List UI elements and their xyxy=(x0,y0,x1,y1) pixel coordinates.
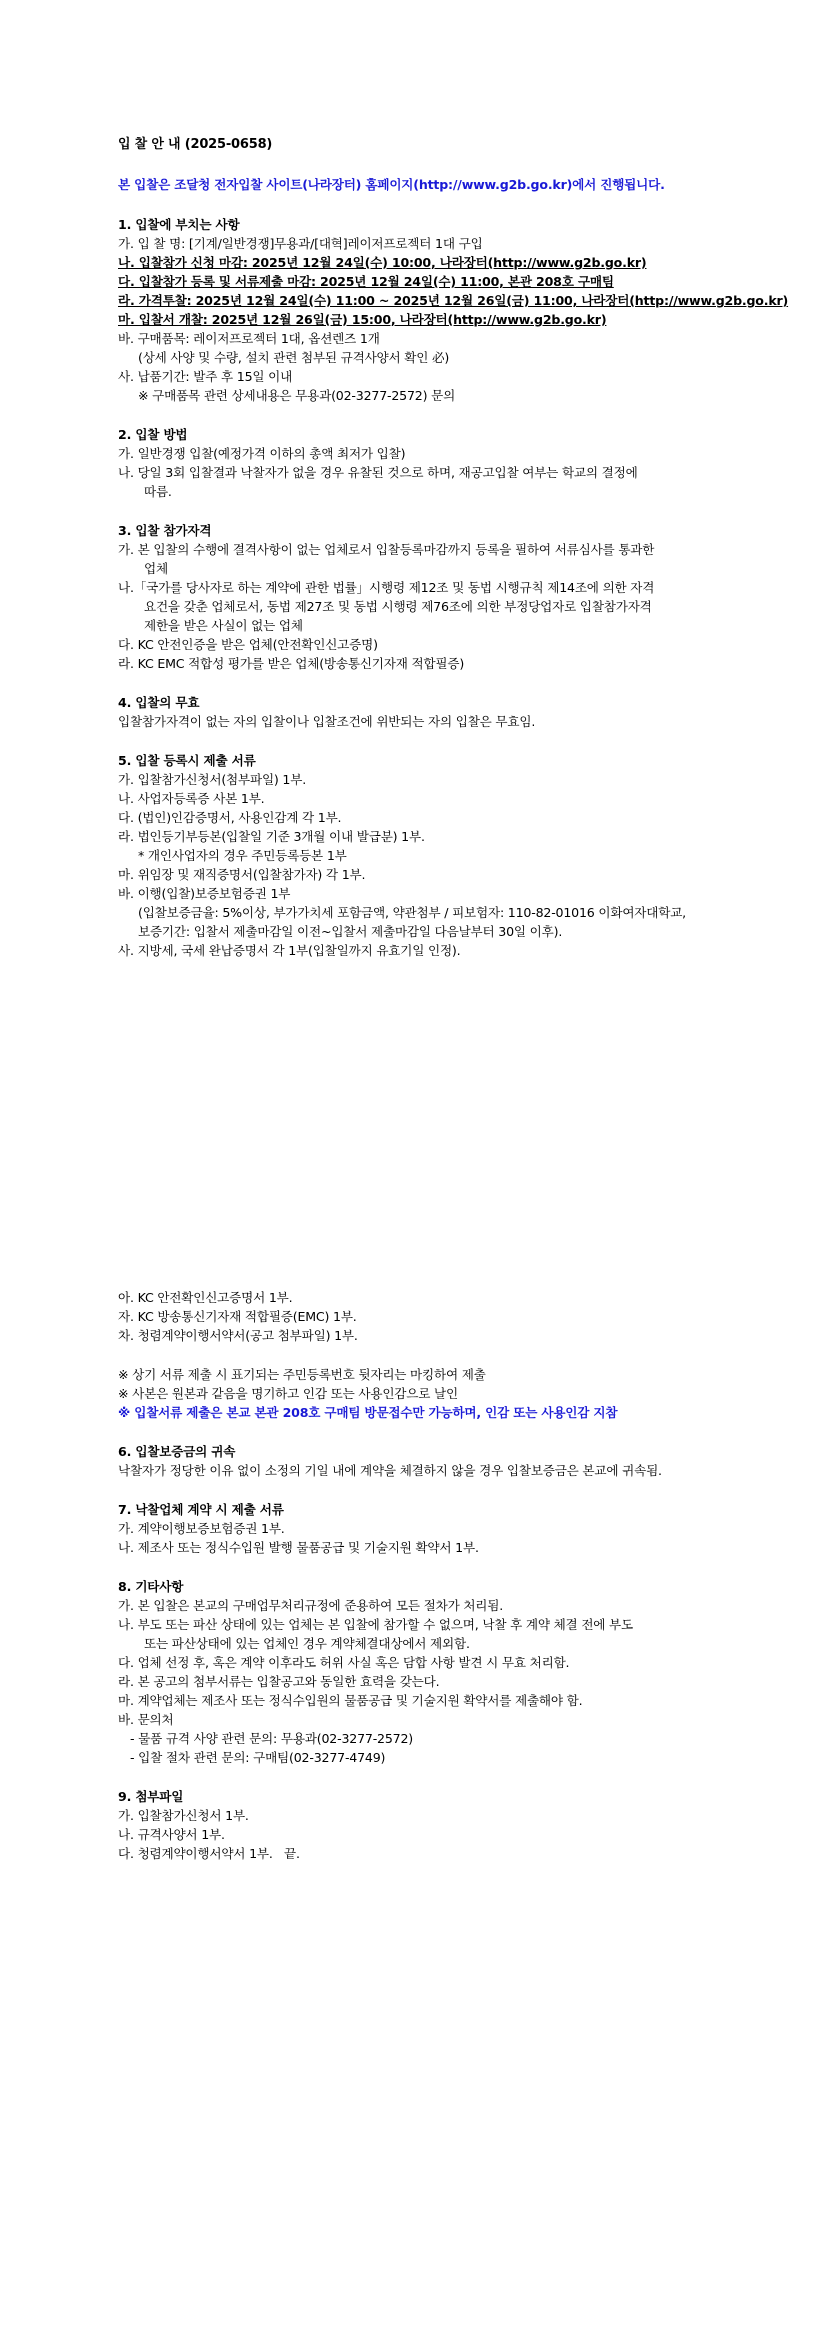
s1-note: ※ 구매품목 관련 상세내용은 무용과(02-3277-2572) 문의 xyxy=(138,388,456,403)
section-7-heading: 7. 낙찰업체 계약 시 제출 서류 xyxy=(118,1502,284,1517)
s8-line: 가. 본 입찰은 본교의 구매업무처리규정에 준용하여 모든 절차가 처리됨. xyxy=(118,1598,504,1613)
s1-line: 라. 가격투찰: 2025년 12월 24일(수) 11:00 ~ 2025년 12월 26일(금) 11:00, 나라장터(http://www.g2b.go.kr) xyxy=(118,293,789,308)
s8-contact: - 물품 규격 사양 관련 문의: 무용과(02-3277-2572) xyxy=(130,1731,413,1746)
section-4-heading: 4. 입찰의 무효 xyxy=(118,695,200,710)
section-5-heading: 5. 입찰 등록시 제출 서류 xyxy=(118,753,256,768)
s7-line: 나. 제조사 또는 정식수입원 발행 물품공급 및 기술지원 확약서 1부. xyxy=(118,1540,479,1555)
section-8-heading: 8. 기타사항 xyxy=(118,1579,184,1594)
s1-line: 마. 입찰서 개찰: 2025년 12월 26일(금) 15:00, 나라장터(http://www.g2b.go.kr) xyxy=(118,312,607,327)
s5-line: 나. 사업자등록증 사본 1부. xyxy=(118,791,265,806)
s8-contact: - 입찰 절차 관련 문의: 구매팀(02-3277-4749) xyxy=(130,1750,386,1765)
s1-line: 나. 입찰참가 신청 마감: 2025년 12월 24일(수) 10:00, 나라장터(http://www.g2b.go.kr) xyxy=(118,255,647,270)
s3-line: 제한을 받은 사실이 없는 업체 xyxy=(144,618,303,633)
s5-line: 라. 법인등기부등본(입찰일 기준 3개월 이내 발급분) 1부. xyxy=(118,829,425,844)
s7-line: 가. 계약이행보증보험증권 1부. xyxy=(118,1521,285,1536)
s5-line: 다. (법인)인감증명서, 사용인감계 각 1부. xyxy=(118,810,342,825)
s5-line: 자. KC 방송통신기자재 적합필증(EMC) 1부. xyxy=(118,1309,357,1324)
s1-line: (상세 사양 및 수량, 설치 관련 첨부된 규격사양서 확인 必) xyxy=(138,350,450,365)
s8-line: 또는 파산상태에 있는 업체인 경우 계약체결대상에서 제외함. xyxy=(144,1636,470,1651)
s3-line: 업체 xyxy=(144,561,168,576)
s5-line: (입찰보증금율: 5%이상, 부가가치세 포함금액, 약관첨부 / 피보험자: 110-82-01016 이화여자대학교, xyxy=(138,905,686,920)
s3-line: 가. 본 입찰의 수행에 결격사항이 없는 업체로서 입찰등록마감까지 등록을 필하여 서류심사를 통과한 xyxy=(118,542,655,557)
intro-notice: 본 입찰은 조달청 전자입찰 사이트(나라장터) 홈페이지(http://www.g2b.go.kr)에서 진행됩니다. xyxy=(118,177,665,192)
s5-line: 마. 위임장 및 재직증명서(입찰참가자) 각 1부. xyxy=(118,867,366,882)
s2-line: 나. 당일 3회 입찰결과 낙찰자가 없을 경우 유찰된 것으로 하며, 재공고입찰 여부는 학교의 결정에 xyxy=(118,465,638,480)
s5-note: ※ 사본은 원본과 같음을 명기하고 인감 또는 사용인감으로 날인 xyxy=(118,1386,458,1401)
s5-line: 보증기간: 입찰서 제출마감일 이전~입찰서 제출마감일 다음날부터 30일 이후). xyxy=(138,924,563,939)
s1-line: 가. 입 찰 명: [기계/일반경쟁]무용과/[대혁]레이저프로젝터 1대 구입 xyxy=(118,236,483,251)
s5-line: 가. 입찰참가신청서(첨부파일) 1부. xyxy=(118,772,307,787)
s1-line: 사. 납품기간: 발주 후 15일 이내 xyxy=(118,369,293,384)
s8-line: 마. 계약업체는 제조사 또는 정식수입원의 물품공급 및 기술지원 확약서를 제출해야 함. xyxy=(118,1693,583,1708)
s3-line: 다. KC 안전인증을 받은 업체(안전확인신고증명) xyxy=(118,637,378,652)
s8-line: 나. 부도 또는 파산 상태에 있는 업체는 본 입찰에 참가할 수 없으며, 낙찰 후 계약 체결 전에 부도 xyxy=(118,1617,633,1632)
s8-line: 바. 문의처 xyxy=(118,1712,174,1727)
page-title: 입 찰 안 내 (2025-0658) xyxy=(118,137,273,152)
s3-line: 라. KC EMC 적합성 평가를 받은 업체(방송통신기자재 적합필증) xyxy=(118,656,465,671)
s5-note: ※ 상기 서류 제출 시 표기되는 주민등록번호 뒷자리는 마킹하여 제출 xyxy=(118,1367,486,1382)
s5-line: 바. 이행(입찰)보증보험증권 1부 xyxy=(118,886,291,901)
section-9-heading: 9. 첨부파일 xyxy=(118,1789,184,1804)
s3-line: 요건을 갖춘 업체로서, 동법 제27조 및 동법 시행령 제76조에 의한 부정당업자로 입찰참가자격 xyxy=(144,599,652,614)
s1-line: 바. 구매품목: 레이저프로젝터 1대, 옵션렌즈 1개 xyxy=(118,331,380,346)
s5-line: 차. 청렴계약이행서약서(공고 첨부파일) 1부. xyxy=(118,1328,358,1343)
section-3-heading: 3. 입찰 참가자격 xyxy=(118,523,212,538)
s3-line: 나.「국가를 당사자로 하는 계약에 관한 법률」시행령 제12조 및 동법 시행규칙 제14조에 의한 자격 xyxy=(118,580,655,595)
s2-line: 따름. xyxy=(144,484,172,499)
section-2-heading: 2. 입찰 방법 xyxy=(118,427,188,442)
s5-line: * 개인사업자의 경우 주민등록등본 1부 xyxy=(138,848,347,863)
section-1-heading: 1. 입찰에 부치는 사항 xyxy=(118,217,240,232)
s4-line: 입찰참가자격이 없는 자의 입찰이나 입찰조건에 위반되는 자의 입찰은 무효임. xyxy=(118,714,536,729)
section-6-heading: 6. 입찰보증금의 귀속 xyxy=(118,1444,236,1459)
s5-line: 사. 지방세, 국세 완납증명서 각 1부(입찰일까지 유효기일 인정). xyxy=(118,943,461,958)
s5-note-emphasis: ※ 입찰서류 제출은 본교 본관 208호 구매팀 방문접수만 가능하며, 인감 또는 사용인감 지참 xyxy=(118,1405,618,1420)
s5-line: 아. KC 안전확인신고증명서 1부. xyxy=(118,1290,293,1305)
s9-line: 가. 입찰참가신청서 1부. xyxy=(118,1808,249,1823)
s8-line: 라. 본 공고의 첨부서류는 입찰공고와 동일한 효력을 갖는다. xyxy=(118,1674,440,1689)
s9-line: 나. 규격사양서 1부. xyxy=(118,1827,225,1842)
s8-line: 다. 업체 선정 후, 혹은 계약 이후라도 허위 사실 혹은 담합 사항 발견 시 무효 처리함. xyxy=(118,1655,570,1670)
s1-line: 다. 입찰참가 등록 및 서류제출 마감: 2025년 12월 24일(수) 11:00, 본관 208호 구매팀 xyxy=(118,274,614,289)
s9-line: 다. 청렴계약이행서약서 1부. 끝. xyxy=(118,1846,300,1861)
s6-line: 낙찰자가 정당한 이유 없이 소정의 기일 내에 계약을 체결하지 않을 경우 입찰보증금은 본교에 귀속됨. xyxy=(118,1463,662,1478)
s2-line: 가. 일반경쟁 입찰(예정가격 이하의 총액 최저가 입찰) xyxy=(118,446,406,461)
